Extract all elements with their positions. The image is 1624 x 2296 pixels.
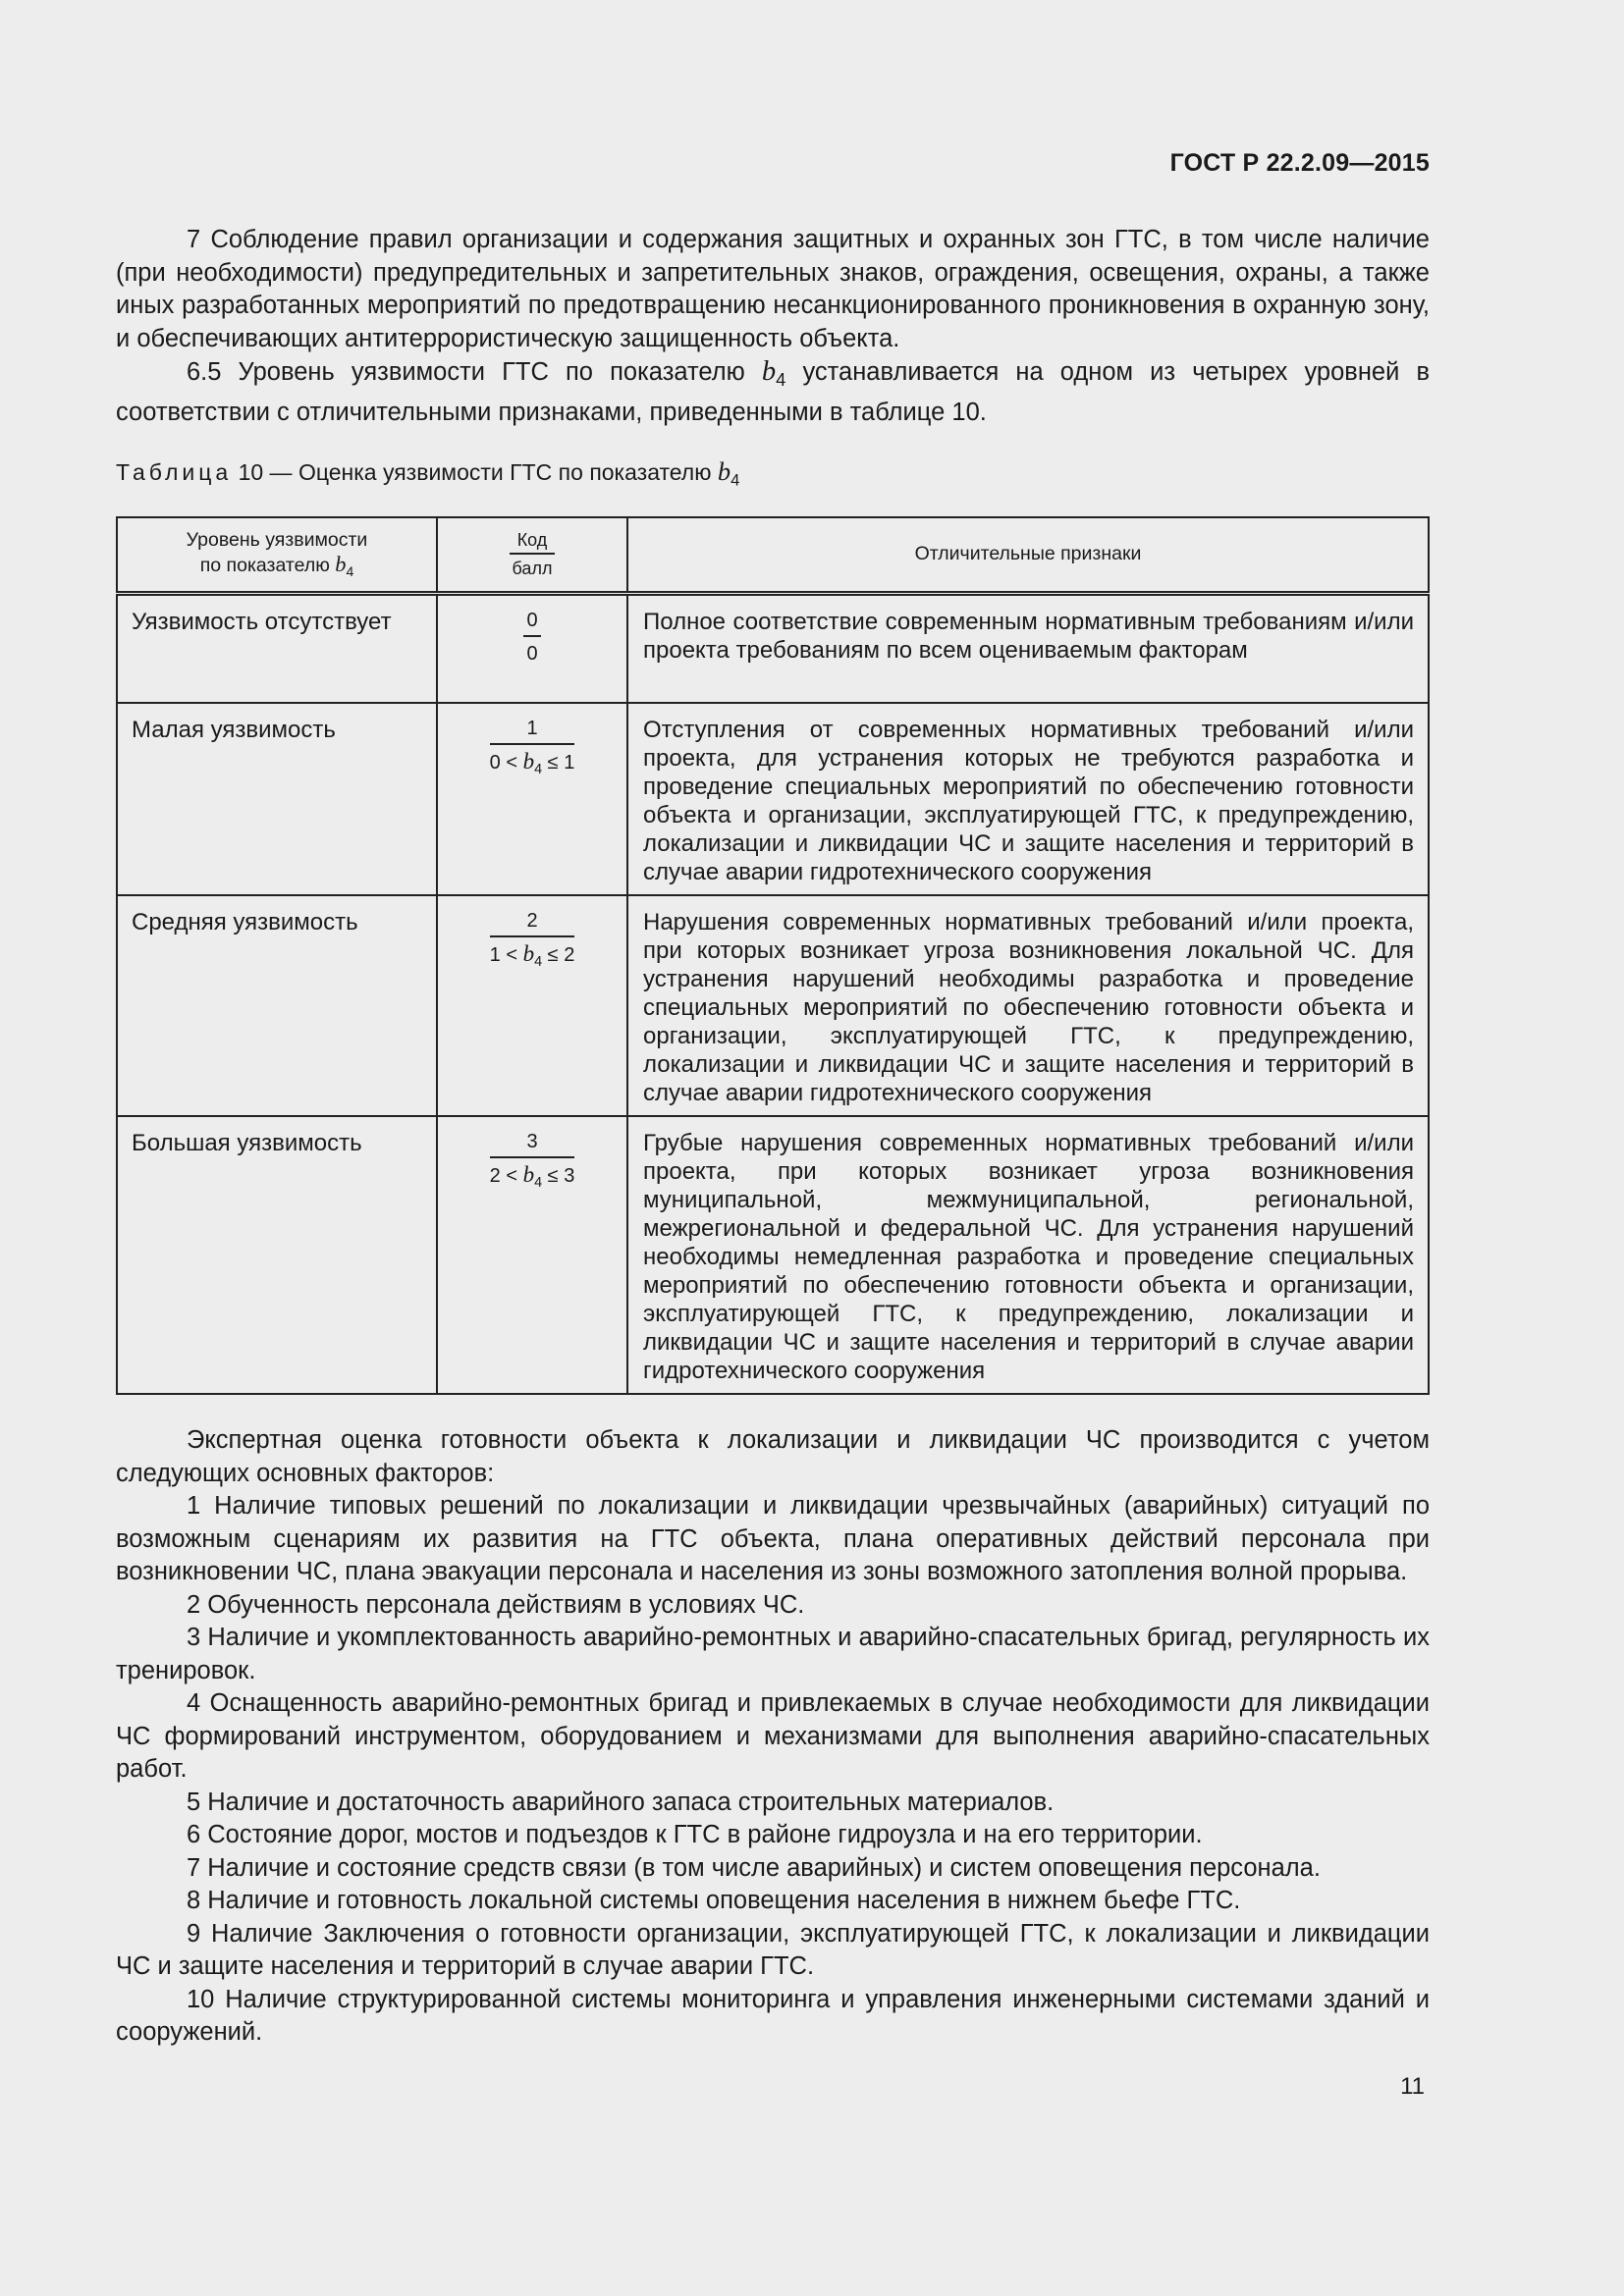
header-level-sub: 4	[346, 563, 354, 580]
factor-9: 9 Наличие Заключения о готовности организации, эксплуатирующей ГТС, к локализации и ликвидации ЧС и защите населения и территорий в случае аварии ГТС.	[116, 1919, 1430, 1981]
range-left: 2 <	[489, 1165, 523, 1188]
code-den: 0	[526, 642, 538, 665]
factor-7: 7 Наличие и состояние средств связи (в том числе аварийных) и систем оповещения персонала.	[187, 1853, 1321, 1882]
row-code	[437, 703, 627, 895]
row-code	[437, 1116, 627, 1394]
row-signs: Полное соответствие современным нормативным требованиям и/или проекта требованиям по всем оцениваемым факторам	[627, 593, 1429, 703]
table-caption-sub: 4	[731, 470, 740, 490]
code-range	[490, 937, 575, 975]
table-caption-var: b	[717, 456, 731, 487]
header-level	[117, 517, 437, 594]
table-caption-prefix: Таблица	[116, 459, 233, 486]
header-level-var: b	[335, 552, 347, 577]
row-level: Большая уязвимость	[117, 1116, 437, 1394]
row-level: Малая уязвимость	[117, 703, 437, 895]
section-6-5-after: устанавливается на одном из четырех уровней в соответствии с отличительными признаками, приведенными в таблице 10.	[116, 358, 1430, 426]
range-sub: 4	[534, 762, 543, 778]
range-var: b	[522, 749, 535, 774]
section-6-5-var: b	[761, 356, 777, 387]
range-right: ≤ 2	[542, 944, 575, 967]
factor-4: 4 Оснащенность аварийно-ремонтных бригад и привлекаемых в случае необходимости для ликвидации ЧС формирований инструментом, оборудованием и механизмами для выполнения аварийно-спасательных работ.	[116, 1689, 1430, 1784]
factors-intro: Экспертная оценка готовности объекта к локализации и ликвидации ЧС производится с учетом следующих основных факторов:	[116, 1426, 1430, 1487]
code-fraction	[490, 716, 575, 782]
row-signs: Отступления от современных нормативных требований и/или проекта, для устранения которых не требуются разработка и проведение специальных мероприятий по обеспечению готовности объекта и организации, эксплуатирующей ГТС, к предупреждению, локализации и ликвидации ЧС и защите населения и территорий в случае аварии гидротехнического сооружения	[627, 703, 1429, 895]
page-number: 11	[1400, 2073, 1425, 2100]
header-signs: Отличительные признаки	[627, 517, 1429, 594]
table-row	[117, 1116, 1429, 1394]
code-num: 0	[523, 608, 540, 637]
range-var: b	[522, 941, 535, 967]
code-range	[490, 745, 575, 782]
header-code	[437, 517, 627, 594]
factor-10: 10 Наличие структурированной системы мониторинга и управления инженерными системами зданий и сооружений.	[116, 1985, 1430, 2047]
code-num: 2	[490, 908, 575, 937]
table-row	[117, 593, 1429, 703]
intro-paragraph-7: 7 Соблюдение правил организации и содержания защитных и охранных зон ГТС, в том числе наличие (при необходимости) предупредительных и запретительных знаков, ограждения, освещения, охраны, а также иных разработанных мероприятий по предотвращению несанкционированного проникновения в охранную зону, и обеспечивающих антитеррористическую защищенность объекта.	[116, 226, 1430, 352]
range-right: ≤ 1	[542, 752, 575, 774]
header-code-den: балл	[512, 558, 553, 578]
row-code	[437, 895, 627, 1116]
factor-5: 5 Наличие и достаточность аварийного запаса строительных материалов.	[187, 1788, 1055, 1816]
row-signs: Нарушения современных нормативных требований и/или проекта, при которых возникает угроза возникновения локальной ЧС. Для устранения нарушений необходимы разработка и проведение специальных мероприятий по обеспечению готовности объекта и организации, эксплуатирующей ГТС, к предупреждению, локализации и ликвидации ЧС и защите населения и территорий в случае аварии гидротехнического сооружения	[627, 895, 1429, 1116]
vulnerability-table	[116, 516, 1430, 1396]
table-caption-text: 10 — Оценка уязвимости ГТС по показателю	[232, 459, 718, 486]
code-fraction	[490, 908, 575, 975]
range-var: b	[522, 1162, 535, 1188]
table-row	[117, 895, 1429, 1116]
header-level-line2: по показателю	[199, 555, 336, 577]
factor-8: 8 Наличие и готовность локальной системы оповещения населения в нижнем бьефе ГТС.	[187, 1887, 1241, 1915]
row-signs: Грубые нарушения современных нормативных требований и/или проекта, при которых возникает угроза возникновения муниципальной, межмуниципальной, региональной, межрегиональной и федеральной ЧС. Для устранения нарушений необходимы немедленная разработка и проведение специальных мероприятий по обеспечению готовности объекта и организации, эксплуатирующей ГТС, к предупреждению, локализации и ликвидации ЧС и защите населения и территорий в случае аварии гидротехнического сооружения	[627, 1116, 1429, 1394]
range-sub: 4	[534, 954, 543, 971]
code-fraction	[523, 608, 540, 667]
section-6-5-sub: 4	[776, 369, 786, 391]
header-code-num: Код	[510, 529, 556, 555]
range-left: 0 <	[489, 752, 523, 774]
code-num: 1	[490, 716, 575, 745]
factor-1: 1 Наличие типовых решений по локализации и ликвидации чрезвычайных (аварийных) ситуаций по возможным сценариям их развития на ГТС объекта, плана оперативных действий персонала при возникновении ЧС, плана эвакуации персонала и населения из зоны возможного затопления волной прорыва.	[116, 1492, 1430, 1586]
code-fraction	[490, 1129, 575, 1196]
code-range	[490, 1158, 575, 1196]
row-code	[437, 593, 627, 703]
row-level: Средняя уязвимость	[117, 895, 437, 1116]
range-left: 1 <	[489, 944, 523, 967]
row-level: Уязвимость отсутствует	[117, 593, 437, 703]
table-header-row	[117, 517, 1429, 594]
code-num: 3	[490, 1129, 575, 1158]
section-6-5-before: 6.5 Уровень уязвимости ГТС по показателю	[187, 358, 762, 386]
header-level-line1: Уровень уязвимости	[186, 529, 368, 552]
table-caption	[116, 456, 1430, 491]
factor-2: 2 Обученность персонала действиям в условиях ЧС.	[187, 1590, 805, 1619]
factor-3: 3 Наличие и укомплектованность аварийно-ремонтных и аварийно-спасательных бригад, регулярность их тренировок.	[116, 1624, 1430, 1684]
factor-6: 6 Состояние дорог, мостов и подъездов к ГТС в районе гидроузла и на его территории.	[187, 1821, 1203, 1849]
table-row	[117, 703, 1429, 895]
range-sub: 4	[534, 1175, 543, 1192]
range-right: ≤ 3	[542, 1165, 575, 1188]
document-code: ГОСТ Р 22.2.09—2015	[1169, 149, 1430, 177]
section-6-5-paragraph	[116, 355, 1430, 429]
header-code-fraction	[510, 529, 556, 579]
page-content	[116, 224, 1430, 2050]
